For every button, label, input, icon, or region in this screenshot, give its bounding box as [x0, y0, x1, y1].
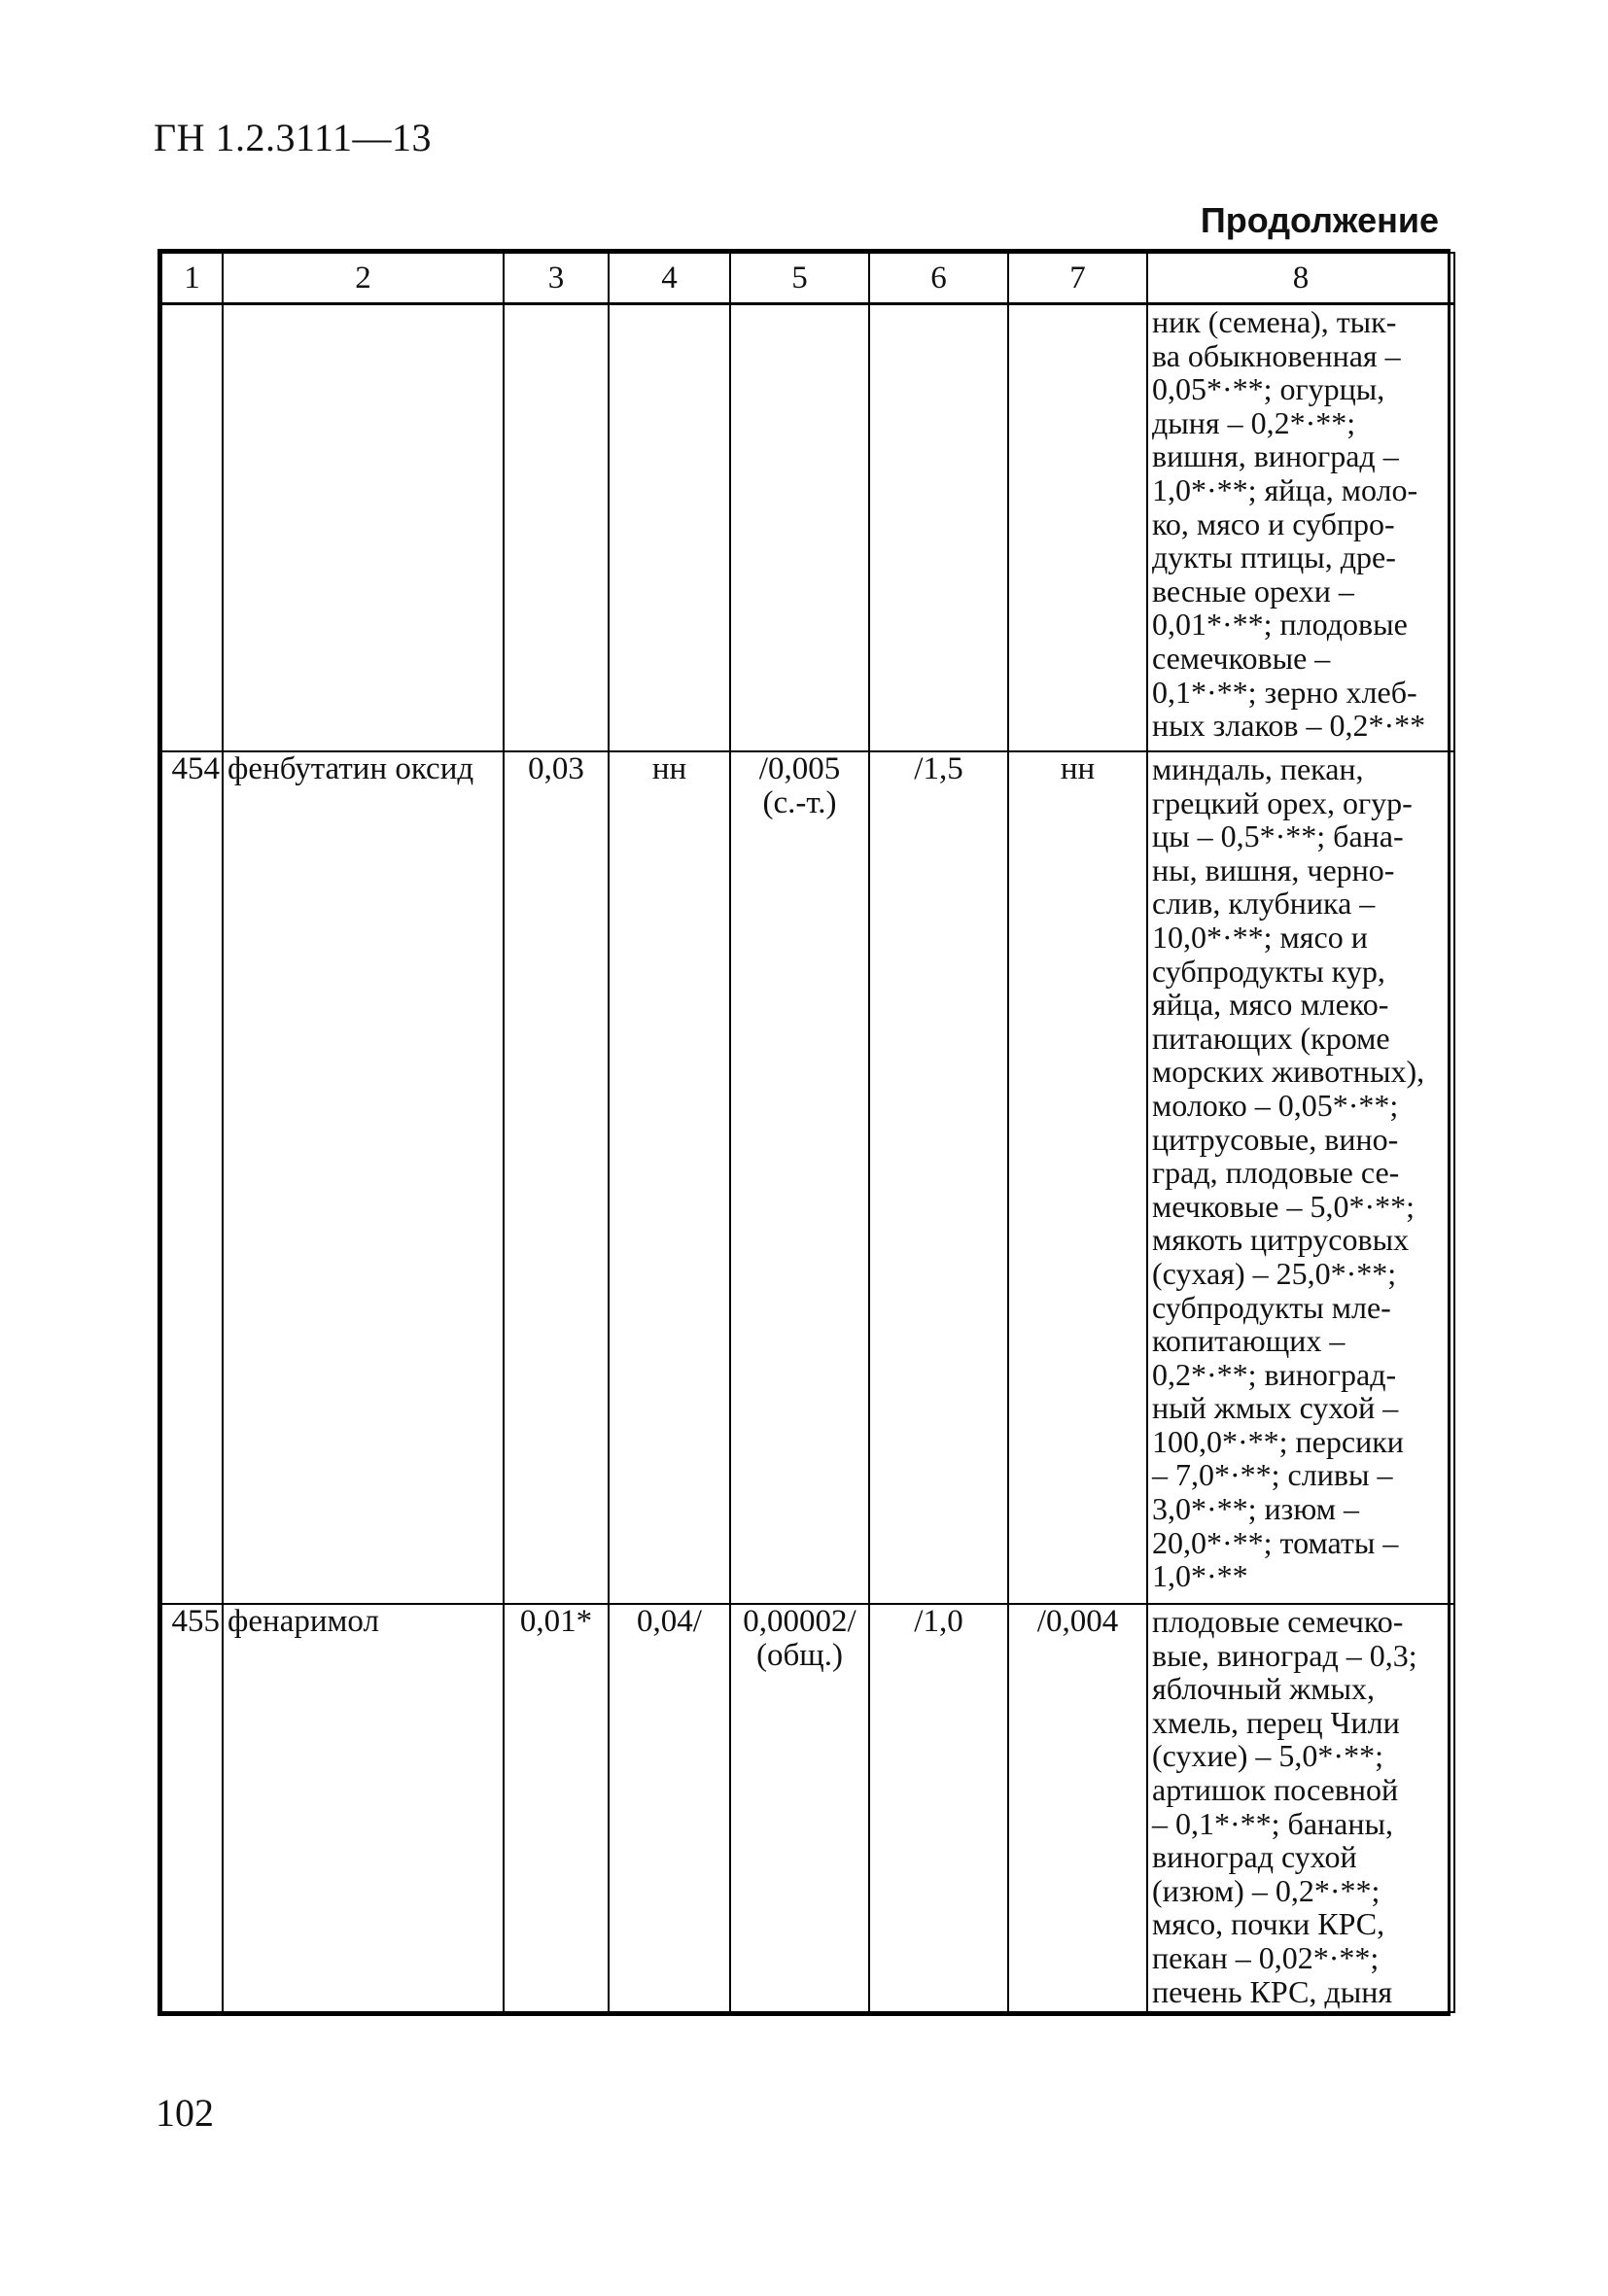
products-line: молоко – 0,05*·**;	[1152, 1087, 1399, 1123]
products-line: 3,0*·**; изюм –	[1152, 1491, 1360, 1527]
products-line: ко, мясо и субпро-	[1152, 505, 1395, 541]
products-line: вые, виноград – 0,3;	[1152, 1637, 1417, 1673]
page-number: 102	[156, 2091, 214, 2135]
value-cell	[1008, 304, 1147, 752]
products-line: копитающих –	[1152, 1323, 1346, 1359]
products-line: цитрусовые, вино-	[1152, 1121, 1399, 1157]
products-line: субпродукты кур,	[1152, 953, 1385, 989]
products-line: грецкий орех, огур-	[1152, 784, 1413, 820]
products-line: ник (семена), тык-	[1152, 304, 1397, 339]
column-header: 5	[730, 253, 869, 304]
value-cell: /1,5	[869, 751, 1008, 1604]
products-line: 20,0*·**; томаты –	[1152, 1524, 1399, 1560]
table-row	[161, 751, 1454, 1604]
table-row	[161, 304, 1454, 752]
table-row	[161, 1604, 1454, 2012]
row-number-cell	[161, 304, 223, 752]
products-line: ных злаков – 0,2*·**	[1152, 708, 1426, 744]
products-line: мякоть цитрусовых	[1152, 1222, 1410, 1258]
products-line: артишок посевной	[1152, 1771, 1399, 1807]
products-line: 100,0*·**; персики	[1152, 1423, 1404, 1459]
products-line: цы – 0,5*·**; бана-	[1152, 818, 1404, 854]
value-cell	[609, 304, 730, 752]
value-cell	[504, 304, 609, 752]
value-line: (общ.)	[756, 1637, 843, 1673]
products-line: ный жмых сухой –	[1152, 1390, 1399, 1426]
products-line: хмель, перец Чили	[1152, 1704, 1400, 1740]
products-line: питающих (кроме	[1152, 1020, 1390, 1056]
row-number-cell: 455	[161, 1604, 223, 2012]
products-line: слив, клубника –	[1152, 886, 1376, 922]
products-line: весные орехи –	[1152, 573, 1354, 609]
products-line: 0,1*·**; зерно хлеб-	[1152, 674, 1417, 710]
products-line: град, плодовые се-	[1152, 1155, 1400, 1191]
products-line: яблочный жмых,	[1152, 1671, 1376, 1707]
value-cell	[730, 304, 869, 752]
residue-limits-table	[157, 249, 1451, 2016]
table-header-row	[161, 253, 1454, 304]
products-line: дыня – 0,2*·**;	[1152, 404, 1356, 440]
substance-name-cell: фенаримол	[223, 1604, 504, 2012]
substance-name-cell: фенбутатин оксид	[223, 751, 504, 1604]
products-line: ны, вишня, черно-	[1152, 852, 1395, 887]
products-line: яйца, мясо млеко-	[1152, 987, 1389, 1023]
column-header: 7	[1008, 253, 1147, 304]
value-line: (с.-т.)	[762, 784, 837, 820]
products-line: морских животных),	[1152, 1054, 1425, 1090]
products-line: 1,0*·**	[1152, 1558, 1248, 1594]
products-line: мясо, почки КРС,	[1152, 1906, 1385, 1942]
column-header: 8	[1147, 253, 1454, 304]
products-line: плодовые семечко-	[1152, 1604, 1404, 1639]
products-line: печень КРС, дыня	[1152, 1973, 1393, 2009]
products-line: 0,2*·**; виноград-	[1152, 1356, 1397, 1392]
value-line: 0,00002/	[743, 1604, 856, 1639]
column-header: 6	[869, 253, 1008, 304]
products-line: 0,05*·**; огурцы,	[1152, 371, 1385, 407]
products-cell	[1147, 1604, 1454, 2012]
products-line: миндаль, пекан,	[1152, 751, 1364, 786]
value-cell: нн	[1008, 751, 1147, 1604]
products-line: 0,01*·**; плодовые	[1152, 607, 1408, 643]
products-line: семечковые –	[1152, 640, 1331, 676]
products-line: субпродукты мле-	[1152, 1289, 1391, 1325]
products-line: – 0,1*·**; бананы,	[1152, 1805, 1393, 1841]
value-cell: /1,0	[869, 1604, 1008, 2012]
products-cell	[1147, 751, 1454, 1604]
products-line: дукты птицы, дре-	[1152, 539, 1396, 575]
products-line: мечковые – 5,0*·**;	[1152, 1188, 1416, 1224]
value-cell: 0,03	[504, 751, 609, 1604]
value-cell: 0,01*	[504, 1604, 609, 2012]
column-header: 2	[223, 253, 504, 304]
substance-name-cell	[223, 304, 504, 752]
row-number-cell: 454	[161, 751, 223, 1604]
products-line: вишня, виноград –	[1152, 438, 1399, 474]
products-line: 10,0*·**; мясо и	[1152, 919, 1368, 955]
value-cell: нн	[609, 751, 730, 1604]
products-line: (сухие) – 5,0*·**;	[1152, 1738, 1383, 1774]
products-line: ва обыкновенная –	[1152, 337, 1401, 373]
value-line: /0,005	[758, 751, 841, 786]
products-cell	[1147, 304, 1454, 752]
document-code: ГН 1.2.3111—13	[154, 116, 433, 159]
column-header: 3	[504, 253, 609, 304]
value-cell	[730, 751, 869, 1604]
column-header: 1	[161, 253, 223, 304]
value-cell	[869, 304, 1008, 752]
products-line: (изюм) – 0,2*·**;	[1152, 1872, 1381, 1908]
products-line: – 7,0*·**; сливы –	[1152, 1457, 1393, 1493]
products-line: пекан – 0,02*·**;	[1152, 1939, 1380, 1975]
products-line: 1,0*·**; яйца, моло-	[1152, 471, 1418, 507]
continuation-label: Продолжение	[1200, 200, 1439, 240]
products-line: виноград сухой	[1152, 1839, 1357, 1875]
value-cell	[730, 1604, 869, 2012]
products-line: (сухая) – 25,0*·**;	[1152, 1255, 1397, 1291]
value-cell: /0,004	[1008, 1604, 1147, 2012]
value-cell: 0,04/	[609, 1604, 730, 2012]
column-header: 4	[609, 253, 730, 304]
